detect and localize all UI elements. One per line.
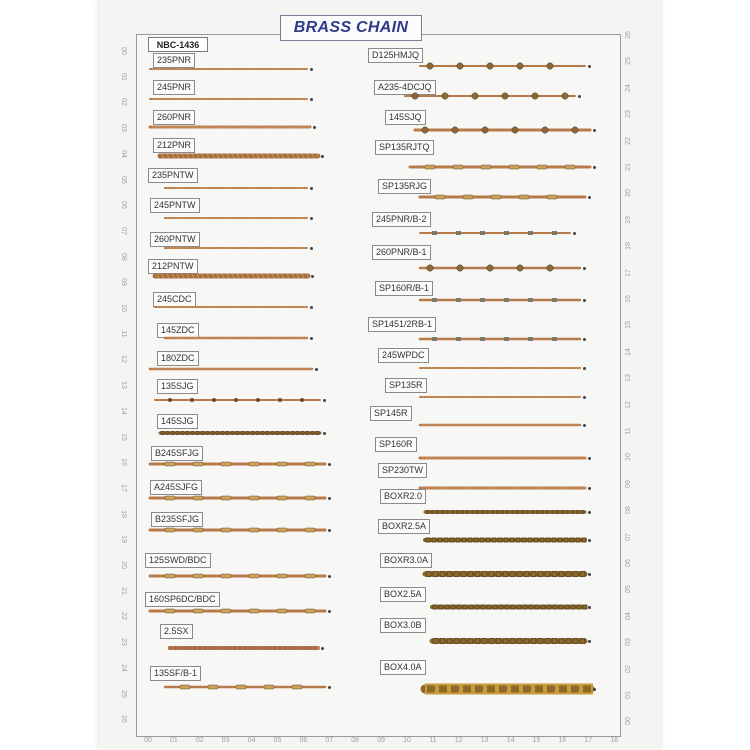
chain-end-pin [588, 539, 591, 542]
chain-end-pin [583, 396, 586, 399]
chain-end-pin [328, 497, 331, 500]
chain-label: BOXR2.5A [378, 519, 430, 534]
chain-label: SP160R [375, 437, 417, 452]
chain-label: 145ZDC [157, 323, 199, 338]
chain-end-pin [323, 399, 326, 402]
left-ruler-tick: 16 [120, 458, 127, 467]
chain-end-pin [310, 337, 313, 340]
chain-label: BOX3.0B [380, 618, 426, 633]
left-ruler-tick: 21 [120, 586, 127, 595]
chain-end-pin [583, 299, 586, 302]
chain-label: D125HMJQ [368, 48, 423, 63]
right-ruler-tick: 09 [625, 479, 632, 488]
chain-end-pin [578, 95, 581, 98]
chain-end-pin [321, 647, 324, 650]
chain-end-pin [588, 573, 591, 576]
right-ruler-tick: 07 [625, 532, 632, 541]
bottom-ruler-tick: 12 [454, 737, 463, 744]
left-ruler-tick: 26 [120, 715, 127, 724]
chain-end-pin [328, 575, 331, 578]
right-ruler-tick: 01 [625, 691, 632, 699]
chain-end-pin [328, 529, 331, 532]
left-ruler-tick: 00 [120, 47, 127, 55]
right-ruler-tick: 20 [625, 189, 632, 198]
bottom-ruler-tick: 00 [144, 737, 152, 744]
right-ruler-tick: 26 [625, 31, 632, 39]
chain-label: SP135RJTQ [375, 140, 434, 155]
left-ruler-tick: 04 [120, 149, 127, 158]
chain-label: 245PNTW [150, 198, 200, 213]
chain-label: SP160R/B-1 [375, 281, 433, 296]
chain-label: B245SFJG [151, 446, 203, 461]
chain-label: SP230TW [378, 463, 427, 478]
right-ruler-tick: 11 [625, 427, 632, 435]
chain-label: BOX4.0A [380, 660, 426, 675]
chain-end-pin [328, 686, 331, 689]
bottom-ruler-tick: 15 [532, 737, 541, 744]
chain-label: 160SP6DC/BDC [145, 592, 220, 607]
chain-end-pin [573, 232, 576, 235]
chain-end-pin [311, 275, 314, 278]
chain-end-pin [583, 367, 586, 370]
right-ruler-tick: 15 [625, 321, 632, 330]
chain-end-pin [588, 65, 591, 68]
bottom-ruler-tick: 08 [351, 737, 360, 744]
chain-label: BOXR3.0A [380, 553, 432, 568]
left-ruler-tick: 18 [120, 509, 127, 518]
chain-label: SP135RJG [378, 179, 431, 194]
left-ruler-tick: 22 [120, 612, 127, 621]
left-ruler-tick: 05 [120, 175, 127, 184]
left-ruler-tick: 15 [120, 432, 127, 441]
bottom-ruler-tick: 10 [403, 737, 411, 744]
chain-label: SP135R [385, 378, 427, 393]
right-ruler-tick: 04 [625, 611, 632, 620]
left-ruler-tick: 11 [120, 330, 127, 338]
chain-label: 212PNR [153, 138, 195, 153]
chain-label: 245WPDC [378, 348, 429, 363]
chain-end-pin [323, 432, 326, 435]
chain-label: B235SFJG [151, 512, 203, 527]
left-ruler-tick: 25 [120, 689, 127, 698]
chain-label: SP145R [370, 406, 412, 421]
chain-label: BOXR2.0 [380, 489, 426, 504]
chain-end-pin [321, 155, 324, 158]
right-ruler-tick: 13 [625, 374, 632, 383]
left-ruler-tick: 02 [120, 98, 127, 107]
chain-end-pin [583, 338, 586, 341]
chain-end-pin [583, 424, 586, 427]
chain-label: 2.5SX [160, 624, 193, 639]
bottom-ruler-tick: 09 [377, 737, 385, 744]
chain-end-pin [310, 217, 313, 220]
chain-end-pin [588, 457, 591, 460]
right-ruler-tick: 03 [625, 638, 632, 647]
bottom-ruler-tick: 02 [195, 737, 204, 744]
right-ruler-tick: 14 [625, 347, 632, 356]
left-ruler-tick: 07 [120, 226, 127, 235]
left-ruler-tick: 13 [120, 381, 127, 389]
chain-label: 260PNTW [150, 232, 200, 247]
right-ruler-tick: 02 [625, 664, 632, 673]
right-ruler-tick: 12 [625, 400, 632, 409]
bottom-ruler-tick: 17 [584, 737, 593, 744]
bottom-ruler-tick: 14 [506, 737, 515, 744]
left-ruler-tick: 19 [120, 535, 127, 544]
chain-label: SP1451/2RB-1 [368, 317, 436, 332]
left-ruler-tick: 10 [120, 304, 127, 312]
left-ruler-tick: 12 [120, 355, 127, 364]
left-ruler-tick: 23 [120, 638, 127, 646]
bottom-ruler-tick: 06 [299, 737, 308, 744]
bottom-ruler-tick: 01 [169, 737, 178, 744]
chain-end-pin [328, 463, 331, 466]
chain-label: 135SJG [157, 379, 198, 394]
chain-label: A245SJFG [150, 480, 202, 495]
chain-end-pin [310, 306, 313, 309]
right-ruler-tick: 23 [625, 110, 632, 119]
left-ruler-tick: 14 [120, 406, 127, 415]
chain-label: 145SJG [157, 414, 198, 429]
chain-end-pin [328, 610, 331, 613]
left-ruler-tick: 09 [120, 278, 127, 287]
chain-end-pin [310, 187, 313, 190]
chain-label: 245PNR [153, 80, 195, 95]
right-ruler-tick: 05 [625, 585, 632, 594]
chain-label: BOX2.5A [380, 587, 426, 602]
chain-label: 245PNR/B-2 [372, 212, 431, 227]
bottom-ruler-tick: 03 [221, 737, 230, 744]
left-ruler-tick: 17 [120, 483, 127, 492]
chain-label: A235-4DCJQ [374, 80, 436, 95]
chain-end-pin [588, 196, 591, 199]
chain-end-pin [315, 368, 318, 371]
left-ruler-tick: 08 [120, 252, 127, 261]
bottom-ruler-tick: 11 [429, 737, 437, 744]
right-ruler-tick: 21 [625, 163, 632, 171]
right-ruler-tick: 00 [625, 717, 632, 726]
bottom-ruler-tick: 07 [325, 737, 334, 744]
chain-end-pin [310, 68, 313, 71]
left-ruler-tick: 20 [120, 561, 127, 569]
chain-label: 145SJQ [385, 110, 426, 125]
chain-end-pin [593, 688, 596, 691]
bottom-ruler-tick: 05 [273, 737, 282, 744]
chain-label: 180ZDC [157, 351, 199, 366]
right-ruler-tick: 19 [625, 215, 632, 224]
left-ruler-tick: 03 [120, 124, 127, 132]
right-ruler-tick: 22 [625, 136, 632, 145]
chain-end-pin [588, 487, 591, 490]
page-title: BRASS CHAIN [280, 15, 422, 41]
left-ruler-tick: 06 [120, 201, 127, 210]
chain-end-pin [593, 129, 596, 132]
right-ruler-tick: 08 [625, 506, 632, 515]
chain-label: 260PNR [153, 110, 195, 125]
chain-end-pin [583, 267, 586, 270]
chain-label: 125SWD/BDC [145, 553, 211, 568]
right-ruler-tick: 18 [625, 242, 632, 251]
chain-end-pin [313, 126, 316, 129]
bottom-ruler-tick: 18 [610, 737, 619, 744]
product-code: NBC-1436 [148, 37, 208, 52]
right-ruler-tick: 25 [625, 57, 632, 66]
chain-end-pin [588, 606, 591, 609]
bottom-ruler-tick: 13 [480, 737, 489, 744]
chain-label: 235PNTW [148, 168, 198, 183]
left-ruler-tick: 01 [120, 72, 127, 81]
left-ruler-tick: 24 [120, 663, 127, 672]
chain-label: 212PNTW [148, 259, 198, 274]
bottom-ruler-tick: 04 [247, 737, 256, 744]
right-ruler-tick: 06 [625, 559, 632, 567]
chain-end-pin [593, 166, 596, 169]
chain-end-pin [310, 98, 313, 101]
chain-label: 260PNR/B-1 [372, 245, 431, 260]
right-ruler-tick: 17 [625, 268, 632, 277]
right-ruler-tick: 10 [625, 453, 632, 462]
bottom-ruler-tick: 16 [558, 737, 567, 744]
chain-label: 245CDC [153, 292, 196, 307]
chain-label: 135SF/B-1 [150, 666, 201, 681]
right-ruler-tick: 16 [625, 295, 632, 303]
chain-end-pin [588, 511, 591, 514]
chain-end-pin [588, 640, 591, 643]
chain-label: 235PNR [153, 53, 195, 68]
chain-end-pin [310, 247, 313, 250]
right-ruler-tick: 24 [625, 83, 632, 92]
